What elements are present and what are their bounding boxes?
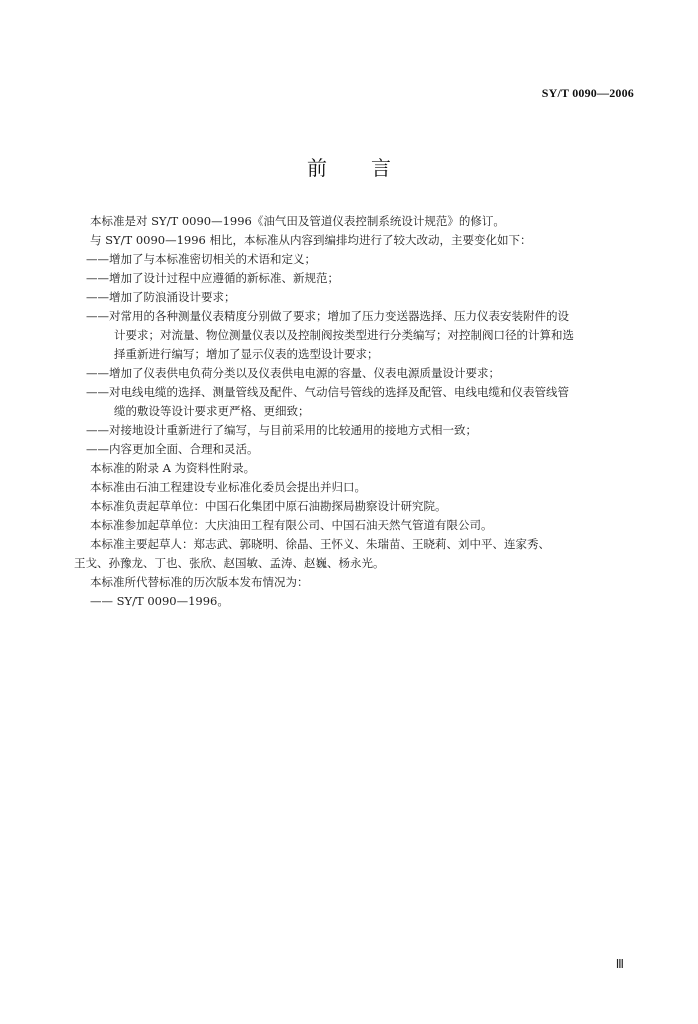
change-item [74, 383, 640, 421]
change-item [74, 250, 640, 269]
change-item [74, 440, 640, 459]
appendix-paragraph: 本标准的附录 A 为资料性附录。 [90, 461, 256, 475]
change-item-line: ——对电线电缆的选择、测量管线及配件、气动信号管线的选择及配管、电线电缆和仪表管线管 [86, 385, 569, 399]
history-item: —— SY/T 0090—1996。 [90, 594, 229, 608]
drafters-paragraph-continued: 王戈、孙豫龙、丁也、张欣、赵国敏、孟涛、赵巍、杨永光。 [74, 556, 385, 570]
participating-units-paragraph: 本标准参加起草单位：大庆油田工程有限公司、中国石油天然气管道有限公司。 [90, 518, 493, 532]
proposer-paragraph: 本标准由石油工程建设专业标准化委员会提出并归口。 [90, 480, 366, 494]
change-item-line: ——增加了仪表供电负荷分类以及仪表供电电源的容量、仪表电源质量设计要求； [86, 366, 500, 380]
page-title: 前言 [307, 156, 435, 180]
change-item-line: ——增加了与本标准密切相关的术语和定义； [86, 252, 316, 266]
foreword-body [74, 212, 640, 611]
history-paragraph: 本标准所代替标准的历次版本发布情况为： [90, 575, 309, 589]
comparison-paragraph: 与 SY/T 0090—1996 相比，本标准从内容到编排均进行了较大改动，主要变化如下： [90, 233, 532, 247]
change-item [74, 421, 640, 440]
change-item [74, 364, 640, 383]
standard-code: SY/T 0090—2006 [541, 86, 634, 100]
change-item-line: ——增加了设计过程中应遵循的新标准、新规范； [86, 271, 339, 285]
change-item-line: ——对常用的各种测量仪表精度分别做了要求；增加了压力变送器选择、压力仪表安装附件的设 [86, 309, 569, 323]
intro-paragraph: 本标准是对 SY/T 0090—1996《油气田及管道仪表控制系统设计规范》的修订。 [90, 214, 505, 228]
change-item-line: 择重新进行编写；增加了显示仪表的选型设计要求； [114, 347, 379, 361]
change-item [74, 288, 640, 307]
drafters-paragraph: 本标准主要起草人：郑志武、郭晓明、徐晶、王怀义、朱瑞苗、王晓莉、刘中平、连家秀、 [90, 537, 550, 551]
change-item [74, 269, 640, 288]
change-item-line: ——增加了防浪涌设计要求； [86, 290, 236, 304]
page-number: Ⅲ [615, 957, 624, 971]
change-item-line: ——内容更加全面、合理和灵活。 [86, 442, 259, 456]
change-item-line: 缆的敷设等设计要求更严格、更细致； [114, 404, 310, 418]
change-item [74, 307, 640, 364]
change-item-line: ——对接地设计重新进行了编写，与目前采用的比较通用的接地方式相一致； [86, 423, 477, 437]
drafting-unit-paragraph: 本标准负责起草单位：中国石化集团中原石油勘探局勘察设计研究院。 [90, 499, 447, 513]
change-item-line: 计要求；对流量、物位测量仪表以及控制阀按类型进行分类编写；对控制阀口径的计算和选 [114, 328, 574, 342]
